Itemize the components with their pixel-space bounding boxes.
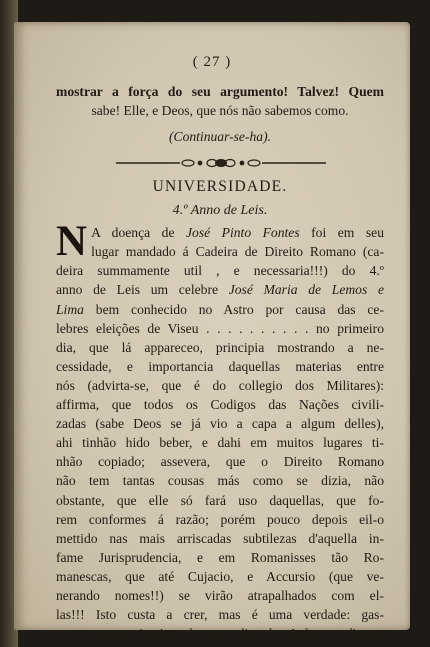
text-run: A doença de bbox=[91, 225, 186, 241]
page-number: ( 27 ) bbox=[192, 54, 232, 70]
text-run: affirma, que todos os Codigos das Nações civili- bbox=[56, 397, 384, 413]
text-run: fame Jurisprudencia, e em Romanisses tão Ro- bbox=[56, 549, 384, 565]
text-run: las!!! Isto custa a crer, mas é uma verdade: gas- bbox=[56, 607, 384, 623]
text-run: lebres eleições de Viseu . . . . . . . . . . no primeiro bbox=[56, 320, 384, 336]
section-title: UNIVERSIDADE. bbox=[152, 178, 288, 196]
text-line bbox=[56, 376, 384, 395]
ornament-rule-icon bbox=[116, 157, 326, 169]
text-line: sabe! Elle, e Deos, que nós não sabemos como. bbox=[91, 103, 349, 119]
text-line bbox=[56, 529, 384, 548]
text-line bbox=[56, 261, 384, 280]
text-run: foi em seu bbox=[299, 225, 384, 241]
text-line bbox=[56, 395, 384, 414]
text-line bbox=[56, 624, 384, 643]
text-run: bem conhecido no Astro por causa das ce- bbox=[83, 301, 384, 317]
continuation-note: (Continuar-se-ha). bbox=[168, 129, 272, 145]
text-run: zadas (sabe Deos se já vio a capa a algum delles), bbox=[56, 416, 384, 432]
text-line bbox=[56, 586, 384, 605]
text-run: rem conformes á razão; porém pouco depois eil-o bbox=[56, 511, 384, 527]
text-line bbox=[56, 567, 384, 586]
text-line bbox=[56, 471, 384, 490]
ornament-divider bbox=[56, 151, 384, 175]
text-run: lugar mandado á Cadeira de Direito Romano (ca- bbox=[91, 244, 384, 260]
drop-cap: N bbox=[56, 218, 88, 266]
text-run: deira summamente util , e necessaria!!!) do 4.º bbox=[56, 263, 384, 279]
text-line bbox=[56, 605, 384, 624]
text-run: nhão copiado; assevera, que o Direito Romano bbox=[56, 454, 384, 470]
italic-name: Lima bbox=[56, 301, 84, 317]
text-run: mettido nas mais arriscadas subtilezas d'aquella in- bbox=[56, 530, 384, 546]
section-subtitle: 4.º Anno de Leis. bbox=[172, 203, 268, 219]
text-line bbox=[56, 452, 384, 471]
text-line bbox=[56, 414, 384, 433]
text-line bbox=[56, 357, 384, 376]
book-page bbox=[14, 22, 410, 642]
text-run: nerando nomes!!) se virão atrapalhados com el- bbox=[56, 587, 384, 603]
page-text bbox=[56, 82, 384, 643]
text-run: não tem tantas cousas más como se dizia, não bbox=[56, 473, 384, 489]
text-run: ta o tempo inteiro de um dia de Aula, e d'outro bbox=[56, 626, 384, 642]
text-line bbox=[56, 300, 384, 319]
text-run: anno de Leis um celebre bbox=[56, 282, 229, 298]
text-line bbox=[56, 280, 384, 299]
text-run: nós (advirta-se, que é do collegio dos Militares): bbox=[56, 377, 384, 393]
italic-name: José Pinto Fontes bbox=[186, 225, 300, 241]
text-line bbox=[56, 433, 384, 452]
text-run: cessidade, e importancia daquellas materias entre bbox=[56, 358, 384, 374]
article-body bbox=[56, 218, 384, 643]
text-run: obstante, que elle só fará uso daquellas, que fo- bbox=[56, 492, 384, 508]
text-run: dia, que lá appareceo, principia mostrando a ne- bbox=[56, 339, 384, 355]
text-line bbox=[56, 319, 384, 338]
text-line bbox=[91, 223, 384, 242]
text-line bbox=[56, 510, 384, 529]
text-line bbox=[56, 548, 384, 567]
text-line bbox=[56, 491, 384, 510]
text-run: manescas, que até Cujacio, e Accursio (que ve- bbox=[56, 568, 384, 584]
body-lines bbox=[56, 218, 384, 643]
italic-name: José Maria de Lemos e bbox=[228, 282, 384, 298]
text-line bbox=[56, 338, 384, 357]
text-run: ahi tinhão hido beber, e dahi em muitos lugares ti- bbox=[56, 435, 384, 451]
text-line bbox=[91, 242, 384, 261]
text-line: mostrar a força do seu argumento! Talvez! Quem bbox=[56, 84, 384, 99]
